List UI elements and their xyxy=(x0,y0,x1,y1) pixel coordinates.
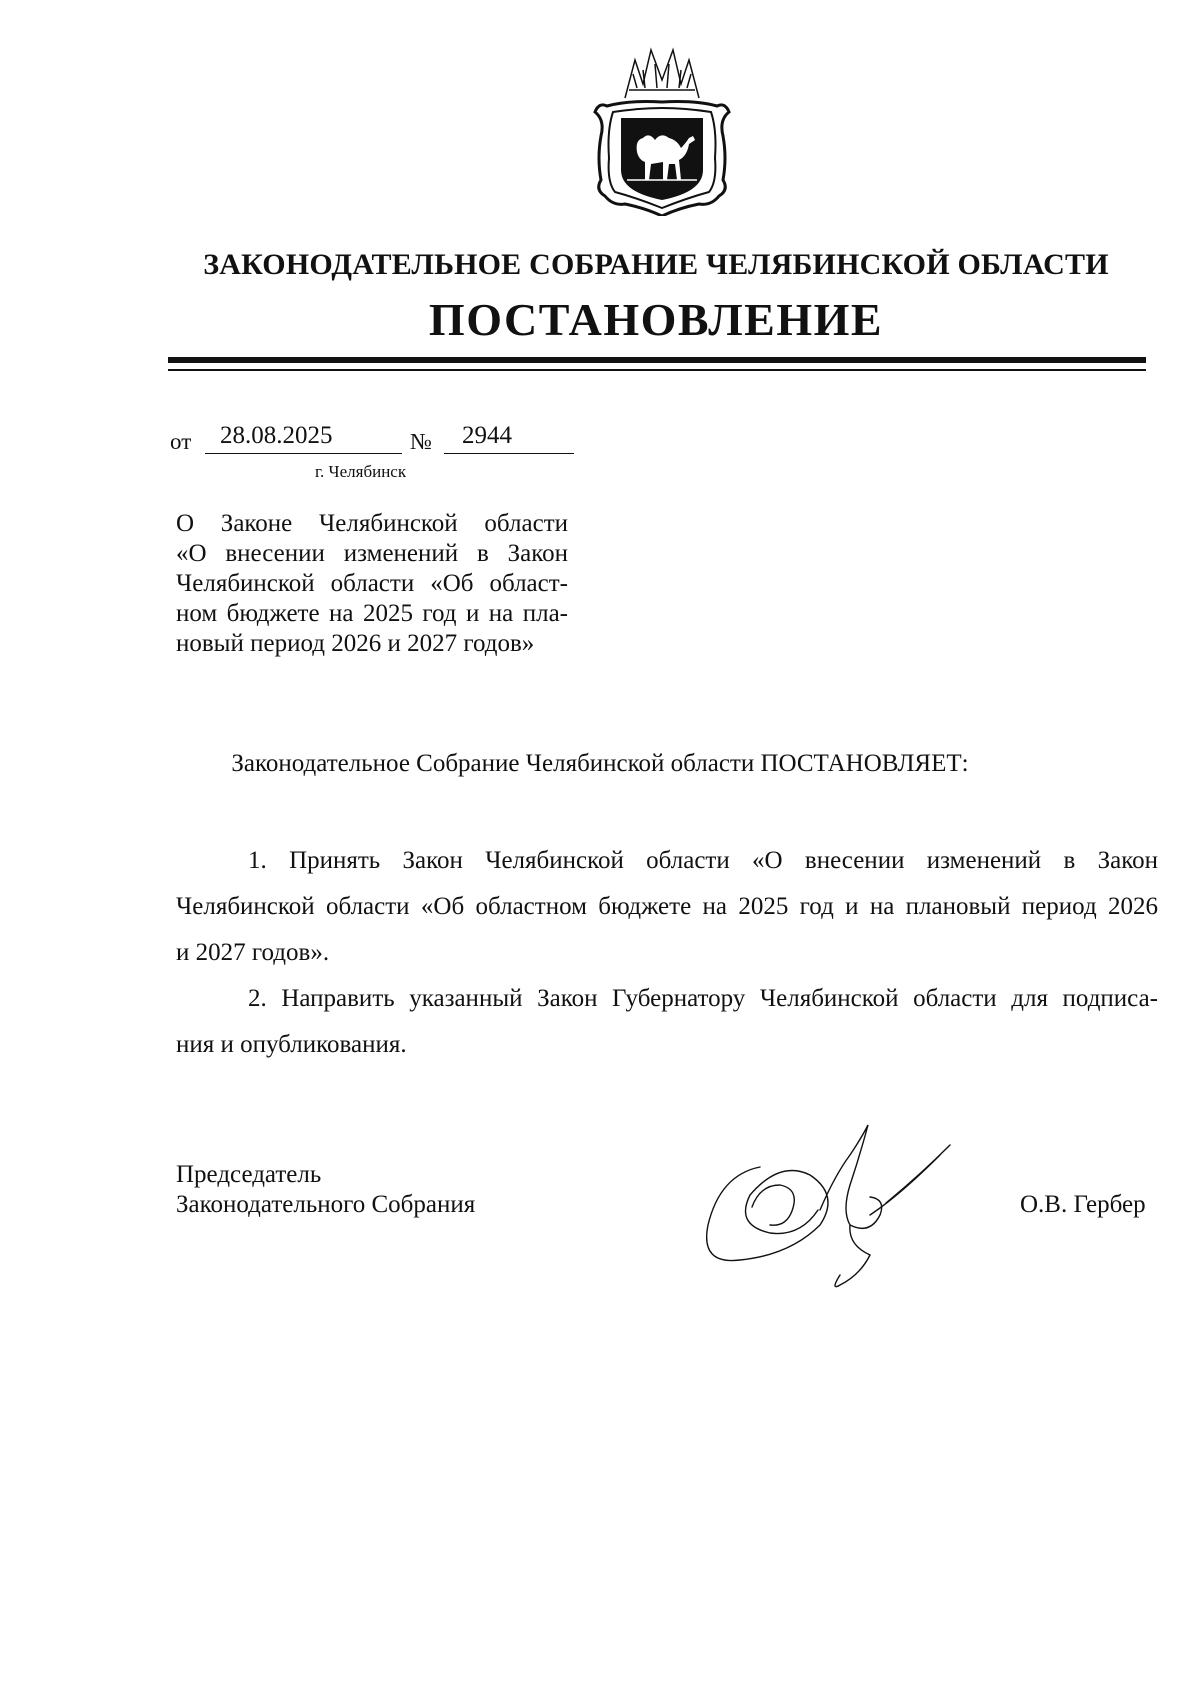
subject-line: «О внесении изменений в Закон xyxy=(176,540,568,567)
document-subject xyxy=(176,509,568,659)
signer-title-line-1: Председатель xyxy=(176,1161,322,1188)
document-type-title: ПОСТАНОВЛЕНИЕ xyxy=(428,294,884,345)
subject-line: новый период 2026 и 2027 годов» xyxy=(176,630,535,657)
date-prefix: от xyxy=(170,429,192,454)
document-number: 2944 xyxy=(462,422,512,449)
paragraph-1-line: Челябинской области «Об областном бюджете на 2025 год и на плановый период 2026 xyxy=(176,893,1158,920)
city-label: г. Челябинск xyxy=(315,462,407,481)
document-date: 28.08.2025 xyxy=(220,422,333,449)
paragraph-1-line: 1. Принять Закон Челябинской области «О внесении изменений в Закон xyxy=(248,847,1158,874)
subject-line: ном бюджете на 2025 год и на пла- xyxy=(176,600,568,627)
date-underline xyxy=(205,453,402,454)
subject-line: Челябинской области «Об област- xyxy=(176,570,568,597)
header-rule-thick xyxy=(168,357,1146,363)
subject-line: О Законе Челябинской области xyxy=(176,510,568,537)
organization-name: ЗАКОНОДАТЕЛЬНОЕ СОБРАНИЕ ЧЕЛЯБИНСКОЙ ОБЛАСТИ xyxy=(203,248,1109,281)
signer-title-line-2: Законодательного Собрания xyxy=(176,1191,476,1218)
handwritten-signature-icon xyxy=(700,1115,970,1295)
number-underline xyxy=(444,453,574,454)
number-prefix: № xyxy=(410,429,432,454)
paragraph-2-line: ния и опубликования. xyxy=(176,1031,407,1058)
paragraph-1-line: и 2027 годов». xyxy=(176,939,330,966)
header-rule-thin xyxy=(168,369,1146,371)
coat-of-arms-icon xyxy=(585,40,739,216)
signer-name: О.В. Гербер xyxy=(1020,1191,1146,1218)
paragraph-2-line: 2. Направить указанный Закон Губернатору Челябинской области для подписа- xyxy=(248,985,1158,1012)
resolves-statement: Законодательное Собрание Челябинской области ПОСТАНОВЛЯЕТ: xyxy=(231,750,969,777)
